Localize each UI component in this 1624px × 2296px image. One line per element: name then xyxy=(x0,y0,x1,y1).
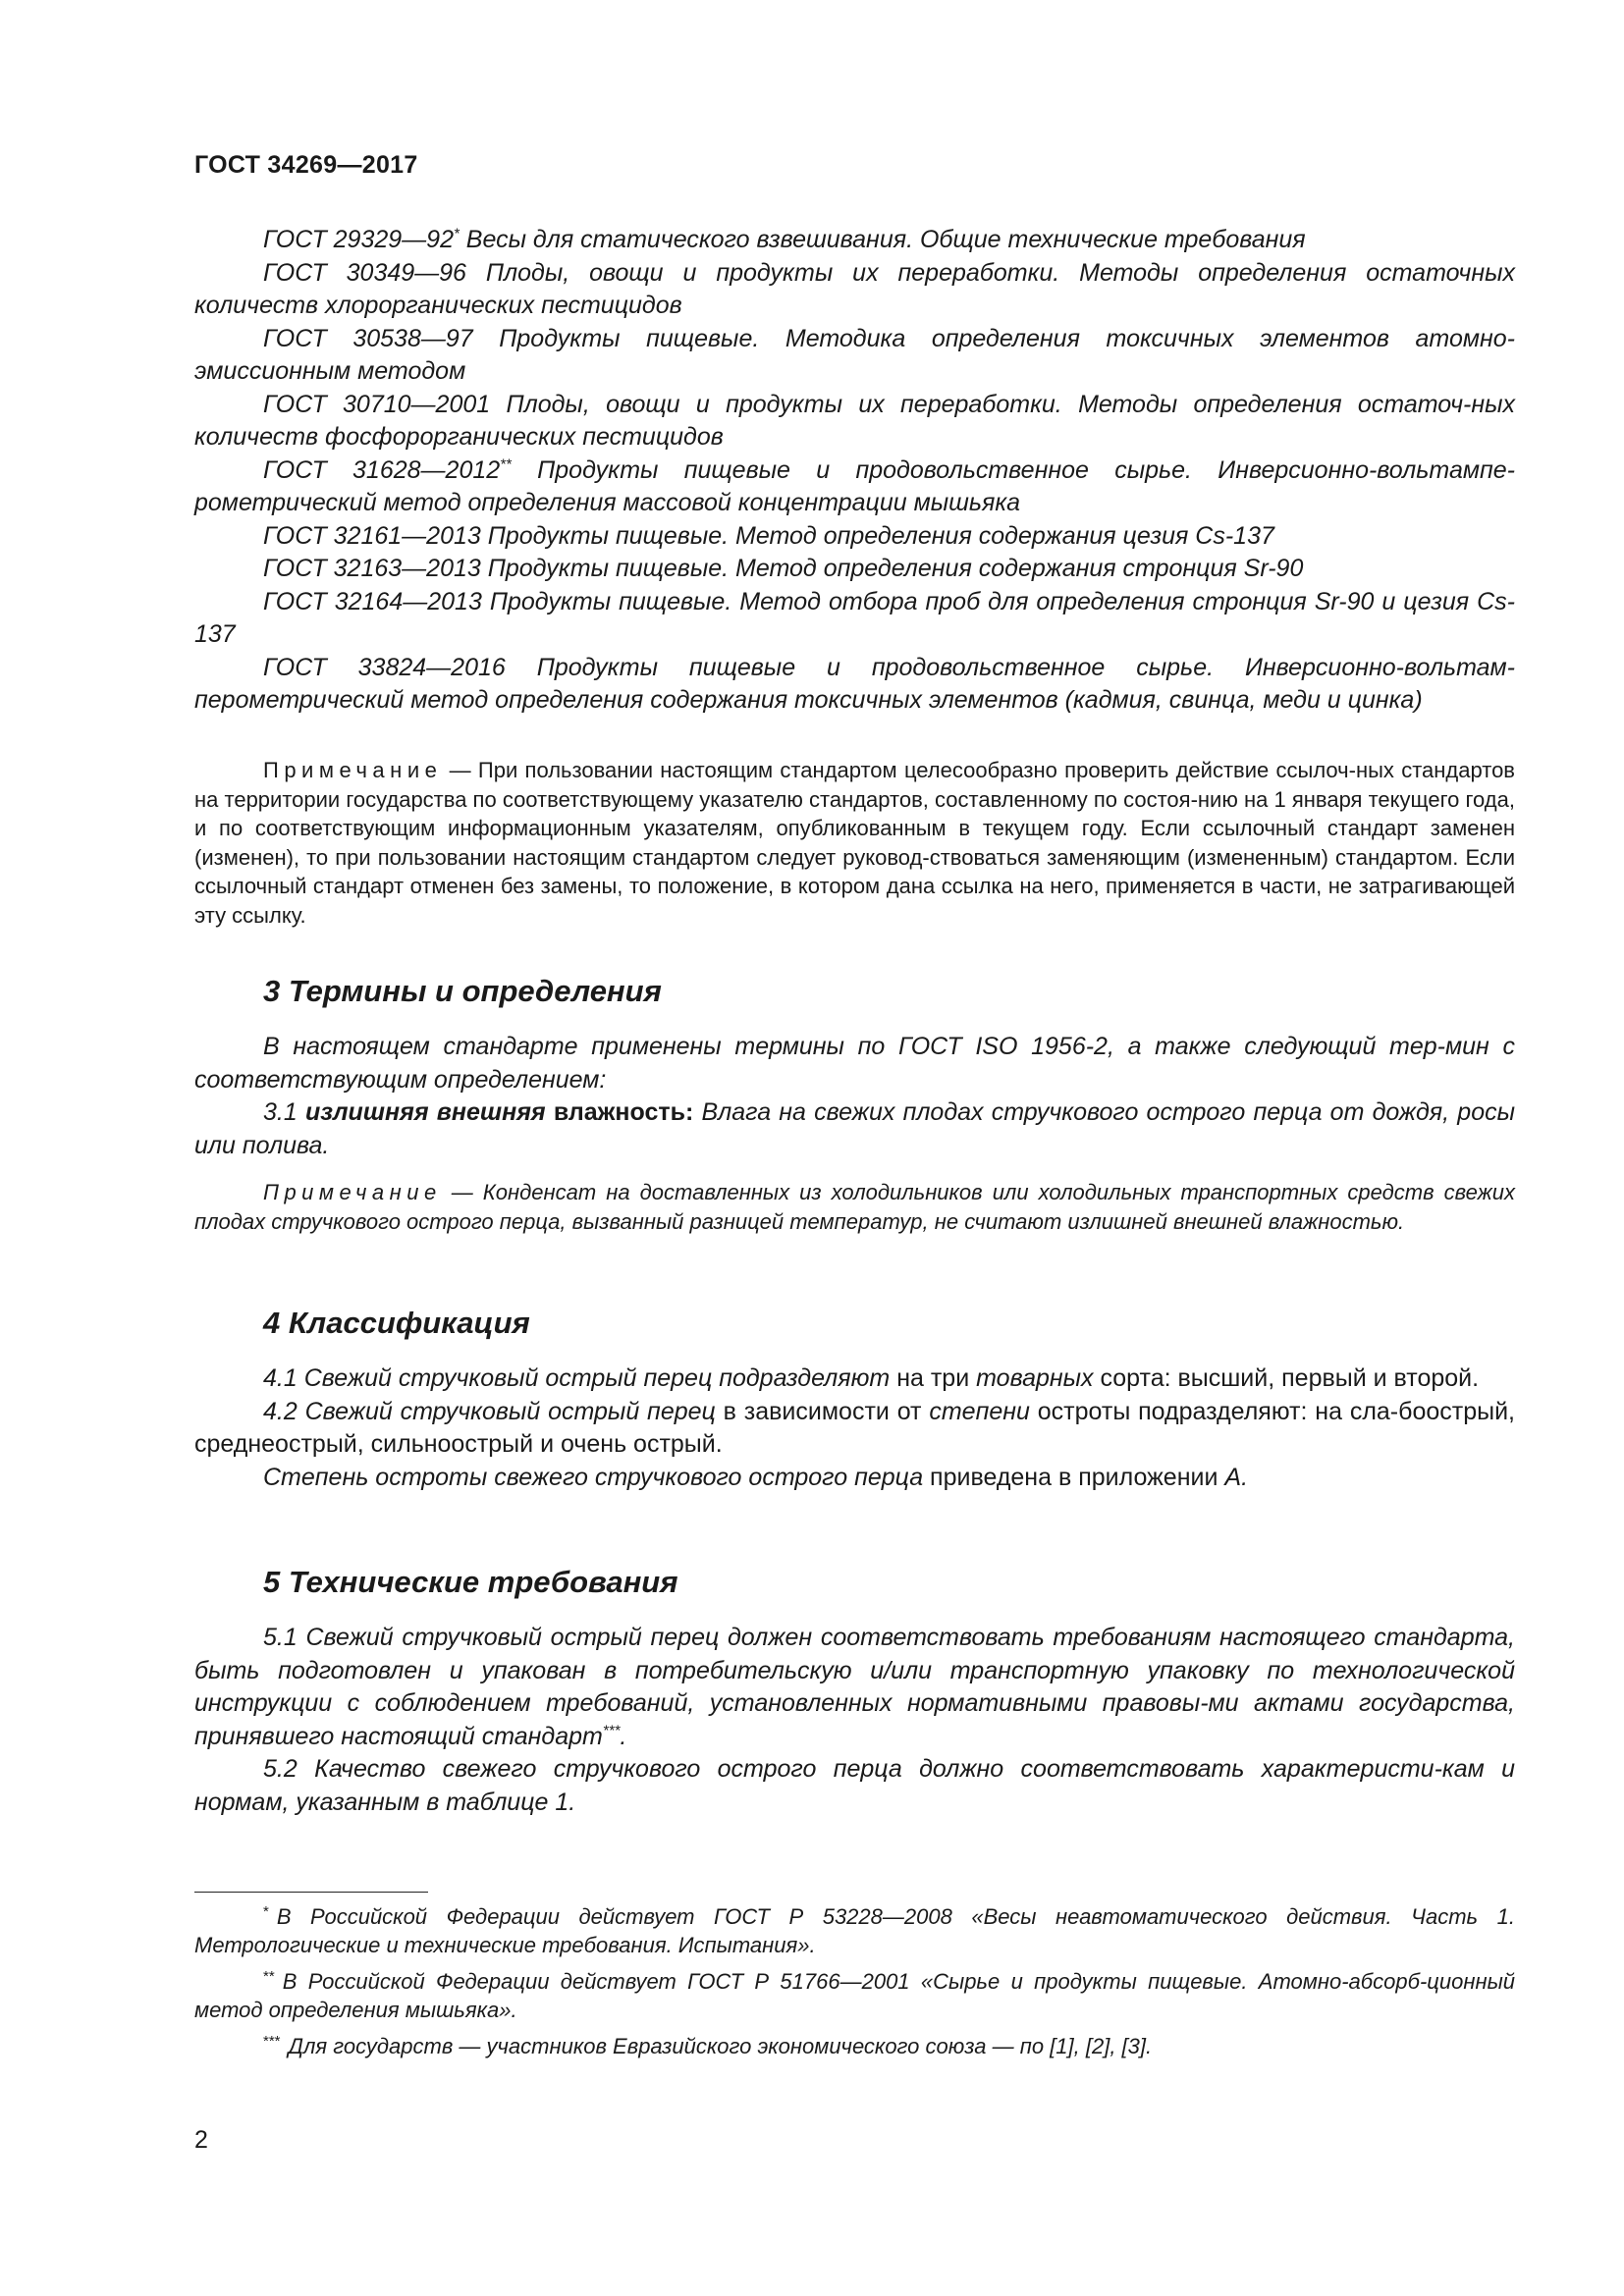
term-definition: 3.1 излишняя внешняя влажность: Влага на свежих плодах стручкового острого перца от дождя, росы или полива. xyxy=(194,1098,1515,1159)
note-label: Примечание xyxy=(263,758,443,782)
reference-item: ГОСТ 30349—96 Плоды, овощи и продукты их переработки. Методы определения остаточных количеств хлорорганических пестицидов xyxy=(194,258,1515,319)
reference-item: ГОСТ 30538—97 Продукты пищевые. Методика определения токсичных элементов атомно-эмиссионным методом xyxy=(194,324,1515,385)
paragraph: 4.1 Свежий стручковый острый перец подразделяют на три товарных сорта: высший, первый и второй. xyxy=(263,1364,1480,1392)
paragraph: 4.2 Свежий стручковый острый перец в зависимости от степени остроты подразделяют: на сла-боострый, среднеострый, сильноострый и очень острый. xyxy=(194,1397,1515,1458)
paragraph: В настоящем стандарте применены термины по ГОСТ ISO 1956-2, а также следующий тер-мин с соответствующим определением: xyxy=(194,1033,1515,1094)
footnotes xyxy=(194,1902,1515,2060)
section-title: 5 Технические требования xyxy=(263,1565,678,1599)
section-4-body xyxy=(194,1362,1515,1494)
reference-item: ГОСТ 30710—2001 Плоды, овощи и продукты их переработки. Методы определения остаточ-ных количеств фосфорорганических пестицидов xyxy=(194,390,1515,451)
section-4 xyxy=(194,1306,1515,1341)
section-title: 4 Классификация xyxy=(263,1306,530,1340)
section-5-body xyxy=(194,1622,1515,1819)
reference-item: ГОСТ 33824—2016 Продукты пищевые и продовольственное сырье. Инверсионно-вольтам-перометрический метод определения содержания токсичных элементов (кадмия, свинца, меди и цинка) xyxy=(194,653,1515,714)
document-header: ГОСТ 34269—2017 xyxy=(194,151,418,179)
footnote: ** В Российской Федерации действует ГОСТ Р 51766—2001 «Сырье и продукты пищевые. Атомно-абсорб-ционный метод определения мышьяка». xyxy=(194,1967,1515,2022)
footnote: * В Российской Федерации действует ГОСТ Р 53228—2008 «Весы неавтоматического действия. Часть 1. Метрологические и технические требования. Испытания». xyxy=(194,1902,1515,1957)
section-5 xyxy=(194,1565,1515,1600)
reference-item: ГОСТ 32161—2013 Продукты пищевые. Метод определения содержания цезия Cs-137 xyxy=(263,521,1274,550)
reference-item: ГОСТ 32164—2013 Продукты пищевые. Метод отбора проб для определения стронция Sr-90 и цезия Cs-137 xyxy=(194,587,1515,648)
references-note xyxy=(194,756,1515,930)
reference-item: ГОСТ 32163—2013 Продукты пищевые. Метод определения содержания стронция Sr-90 xyxy=(263,555,1304,582)
note-text: — Конденсат на доставленных из холодильников или холодильных транспортных средств свежих плодах стручкового острого перца, вызванный разницей температур, не считают излишней внешней влажностью. xyxy=(194,1180,1515,1234)
section-3 xyxy=(194,974,1515,1009)
footnote: *** Для государств — участников Евразийского экономического союза — по [1], [2], [3]. xyxy=(263,2032,1153,2058)
section-title: 3 Термины и определения xyxy=(263,974,662,1008)
references-list xyxy=(194,224,1515,718)
section-3-body xyxy=(194,1031,1515,1162)
footnote-divider xyxy=(194,1892,428,1893)
note-text: — При пользовании настоящим стандартом целесообразно проверить действие ссылоч-ных стандартов на территории государства по соответствующему указателю стандартов, составленному по состоя-нию на 1 января текущего года, и по соответствующим информационным указателям, опубликованным в текущем году. Если ссылочный стандарт заменен (изменен), то при пользовании настоящим стандартом следует руковод-ствоваться заменяющим (измененным) стандартом. Если ссылочный стандарт отменен без замены, то положение, в котором дана ссылка на него, применяется в части, не затрагивающей эту ссылку. xyxy=(194,758,1515,928)
reference-item: ГОСТ 29329—92* Весы для статического взвешивания. Общие технические требования xyxy=(263,225,1306,253)
paragraph: Степень остроты свежего стручкового острого перца приведена в приложении А. xyxy=(263,1463,1249,1491)
paragraph: 5.1 Свежий стручковый острый перец должен соответствовать требованиям настоящего стандарта, быть подготовлен и упакован в потребительскую и/или транспортную упаковку по технологической инструкции с соблюдением требований, установленных нормативными правовы-ми актами государства, принявшего настоящий стандарт***. xyxy=(194,1624,1515,1750)
paragraph: 5.2 Качество свежего стручкового острого перца должно соответствовать характеристи-кам и нормам, указанным в таблице 1. xyxy=(194,1755,1515,1816)
note-label: Примечание xyxy=(263,1180,442,1204)
section-3-note xyxy=(194,1178,1515,1236)
reference-item: ГОСТ 31628—2012** Продукты пищевые и продовольственное сырье. Инверсионно-вольтампе-рометрический метод определения массовой концентрации мышьяка xyxy=(194,455,1515,516)
page-number: 2 xyxy=(194,2126,208,2154)
